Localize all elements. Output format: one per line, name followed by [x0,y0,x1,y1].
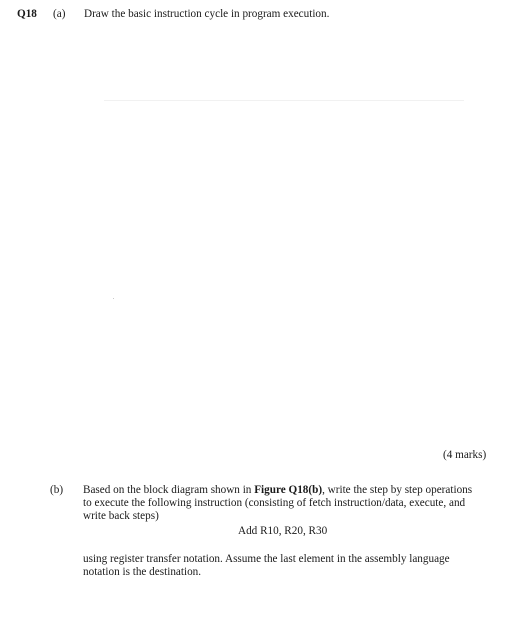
scan-artifact-dot [113,298,114,299]
question-number: Q18 [17,8,37,20]
part-b-label: (b) [50,484,64,496]
part-b-intro-line-3: write back steps) [83,510,159,522]
part-a-label: (a) [53,8,66,20]
instruction-text: Add R10, R20, R30 [238,525,328,537]
part-b-intro [83,484,491,523]
part-a-marks: (4 marks) [443,449,487,461]
part-b-intro-line-2: to execute the following instruction (consisting of fetch instruction/data, execute, and [83,497,466,509]
part-b-closing-line-2: notation is the destination. [83,566,202,578]
part-a-question-text: Draw the basic instruction cycle in program execution. [84,8,330,20]
part-b-closing-line-1: using register transfer notation. Assume the last element in the assembly language [83,553,450,565]
scan-artifact-line [104,100,464,101]
part-b-closing [83,553,491,579]
figure-reference: Figure Q18(b) [254,484,323,496]
part-b-intro-line-1: Based on the block diagram shown in Figure Q18(b), write the step by step operations [83,484,473,496]
